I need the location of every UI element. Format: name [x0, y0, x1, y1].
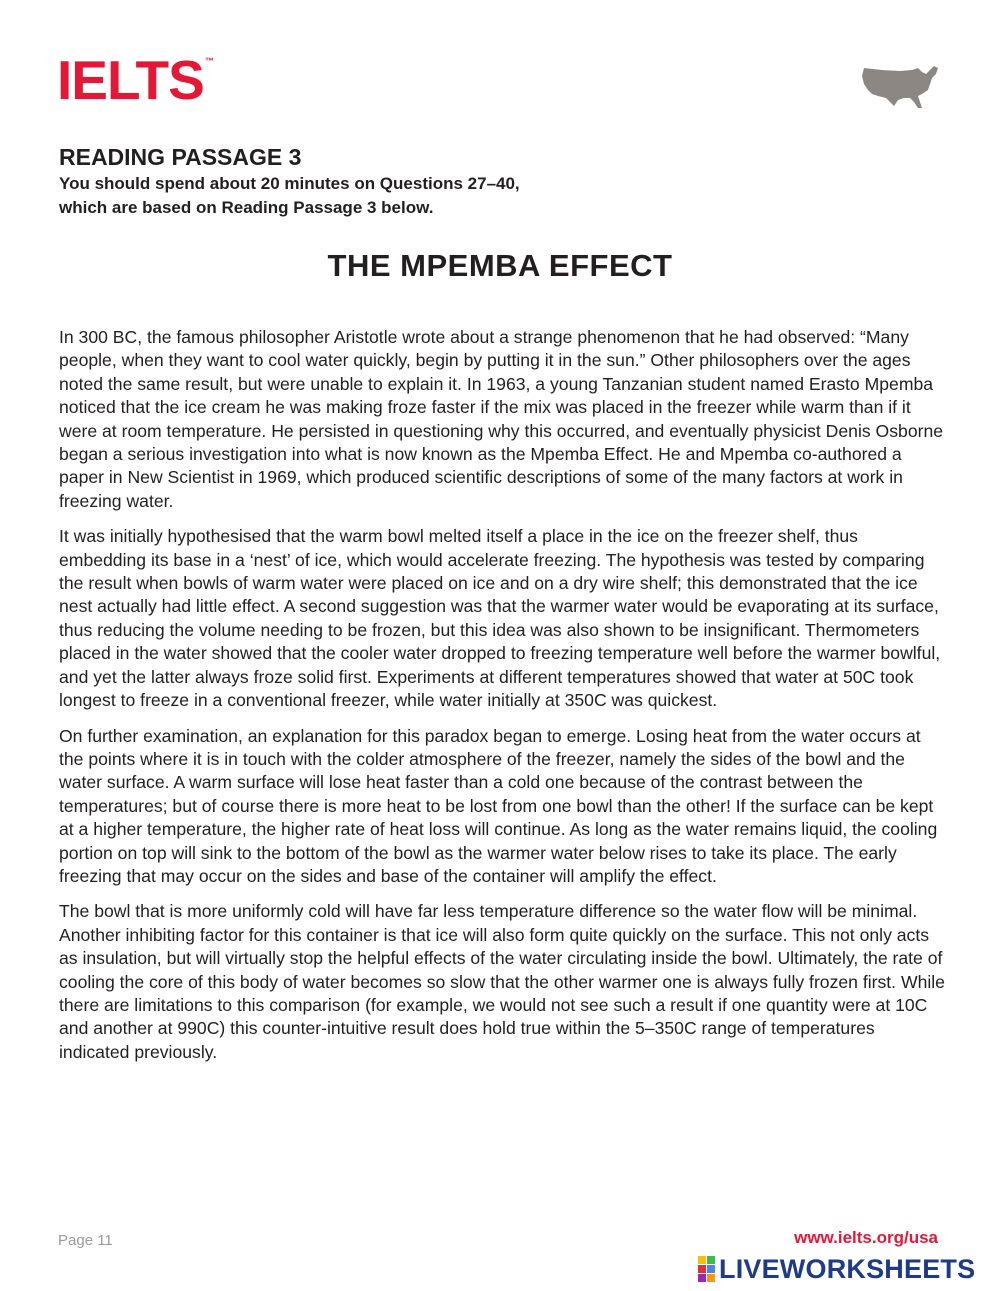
liveworksheets-watermark [698, 1254, 975, 1284]
ielts-logo-text: IELTS [57, 49, 204, 111]
liveworksheets-text: LIVEWORKSHEETS [719, 1253, 976, 1284]
site-url-link[interactable]: www.ielts.org/usa [794, 1228, 938, 1247]
passage-body [59, 326, 949, 1076]
paragraph-4: The bowl that is more uniformly cold will have far less temperature difference so the water flow will be minimal. Another inhibiting factor for this container is that ice will also form quite quickly on the surface. This not only acts as insulation, but will virtually stop the helpful effects of the water circulating inside the bowl. Ultimately, the rate of cooling the core of this body of water becomes so slow that the other warmer one is always fully frozen first. While there are limitations to this comparison (for example, we would not see such a result if one quantity were at 10C and another at 990C) this counter-intuitive result does hold true within the 5–350C range of temperatures indicated previously. [59, 901, 945, 1062]
page-number: Page 11 [58, 1232, 113, 1249]
ielts-logo [57, 49, 214, 111]
paragraph-3: On further examination, an explanation for this paradox began to emerge. Losing heat from the water occurs at the points where it is in touch with the colder atmosphere of the freezer, namely the sides of the bowl and the water surface. A warm surface will lose heat faster than a cold one because of the contrast between the temperatures; but of course there is more heat to be lost from one bowl than the other! If the surface can be kept at a higher temperature, the higher rate of heat loss will continue. As long as the water remains liquid, the cooling portion on top will sink to the bottom of the bowl as the warmer water below rises to take its place. The early freezing that may occur on the sides and base of the container will amplify the effect. [59, 725, 938, 886]
passage-title: THE MPEMBA EFFECT [327, 248, 673, 283]
paragraph-2: It was initially hypothesised that the warm bowl melted itself a place in the ice on the freezer shelf, thus embedding its base in a ‘nest’ of ice, which would accelerate freezing. The hypothesis was tested by comparing the result when bowls of warm water were placed on ice and on a dry wire shelf; this demonstrated that the ice nest actually had little effect. A second suggestion was that the warmer water would be evaporating at its surface, thus reducing the volume needing to be frozen, but this idea was also shown to be insignificant. Thermometers placed in the water showed that the cooler water dropped to freezing temperature well before the warmer bowlful, and yet the latter always froze solid first. Experiments at different temperatures showed that water at 50C took longest to freeze in a conventional freezer, while water initially at 350C was quickest. [59, 526, 941, 711]
trademark-symbol: ™ [205, 56, 214, 66]
usa-map-icon [860, 62, 940, 112]
instructions-text: You should spend about 20 minutes on Questions 27–40, which are based on Reading Passage 3 below. [59, 174, 520, 217]
liveworksheets-icon [698, 1256, 715, 1282]
section-title: READING PASSAGE 3 [59, 144, 302, 170]
paragraph-1: In 300 BC, the famous philosopher Aristotle wrote about a strange phenomenon that he had observed: “Many people, when they want to cool water quickly, begin by putting it in the sun.” Other philosophers over the ages noted the same result, but were unable to explain it. In 1963, a young Tanzanian student named Erasto Mpemba noticed that the ice cream he was making froze faster if the mix was placed in the freezer while warm than if it were at room temperature. He persisted in questioning why this occurred, and eventually physicist Denis Osborne began a serious investigation into what is now known as the Mpemba Effect. He and Mpemba co-authored a paper in New Scientist in 1969, which produced scientific descriptions of some of the many factors at work in freezing water. [59, 327, 944, 511]
